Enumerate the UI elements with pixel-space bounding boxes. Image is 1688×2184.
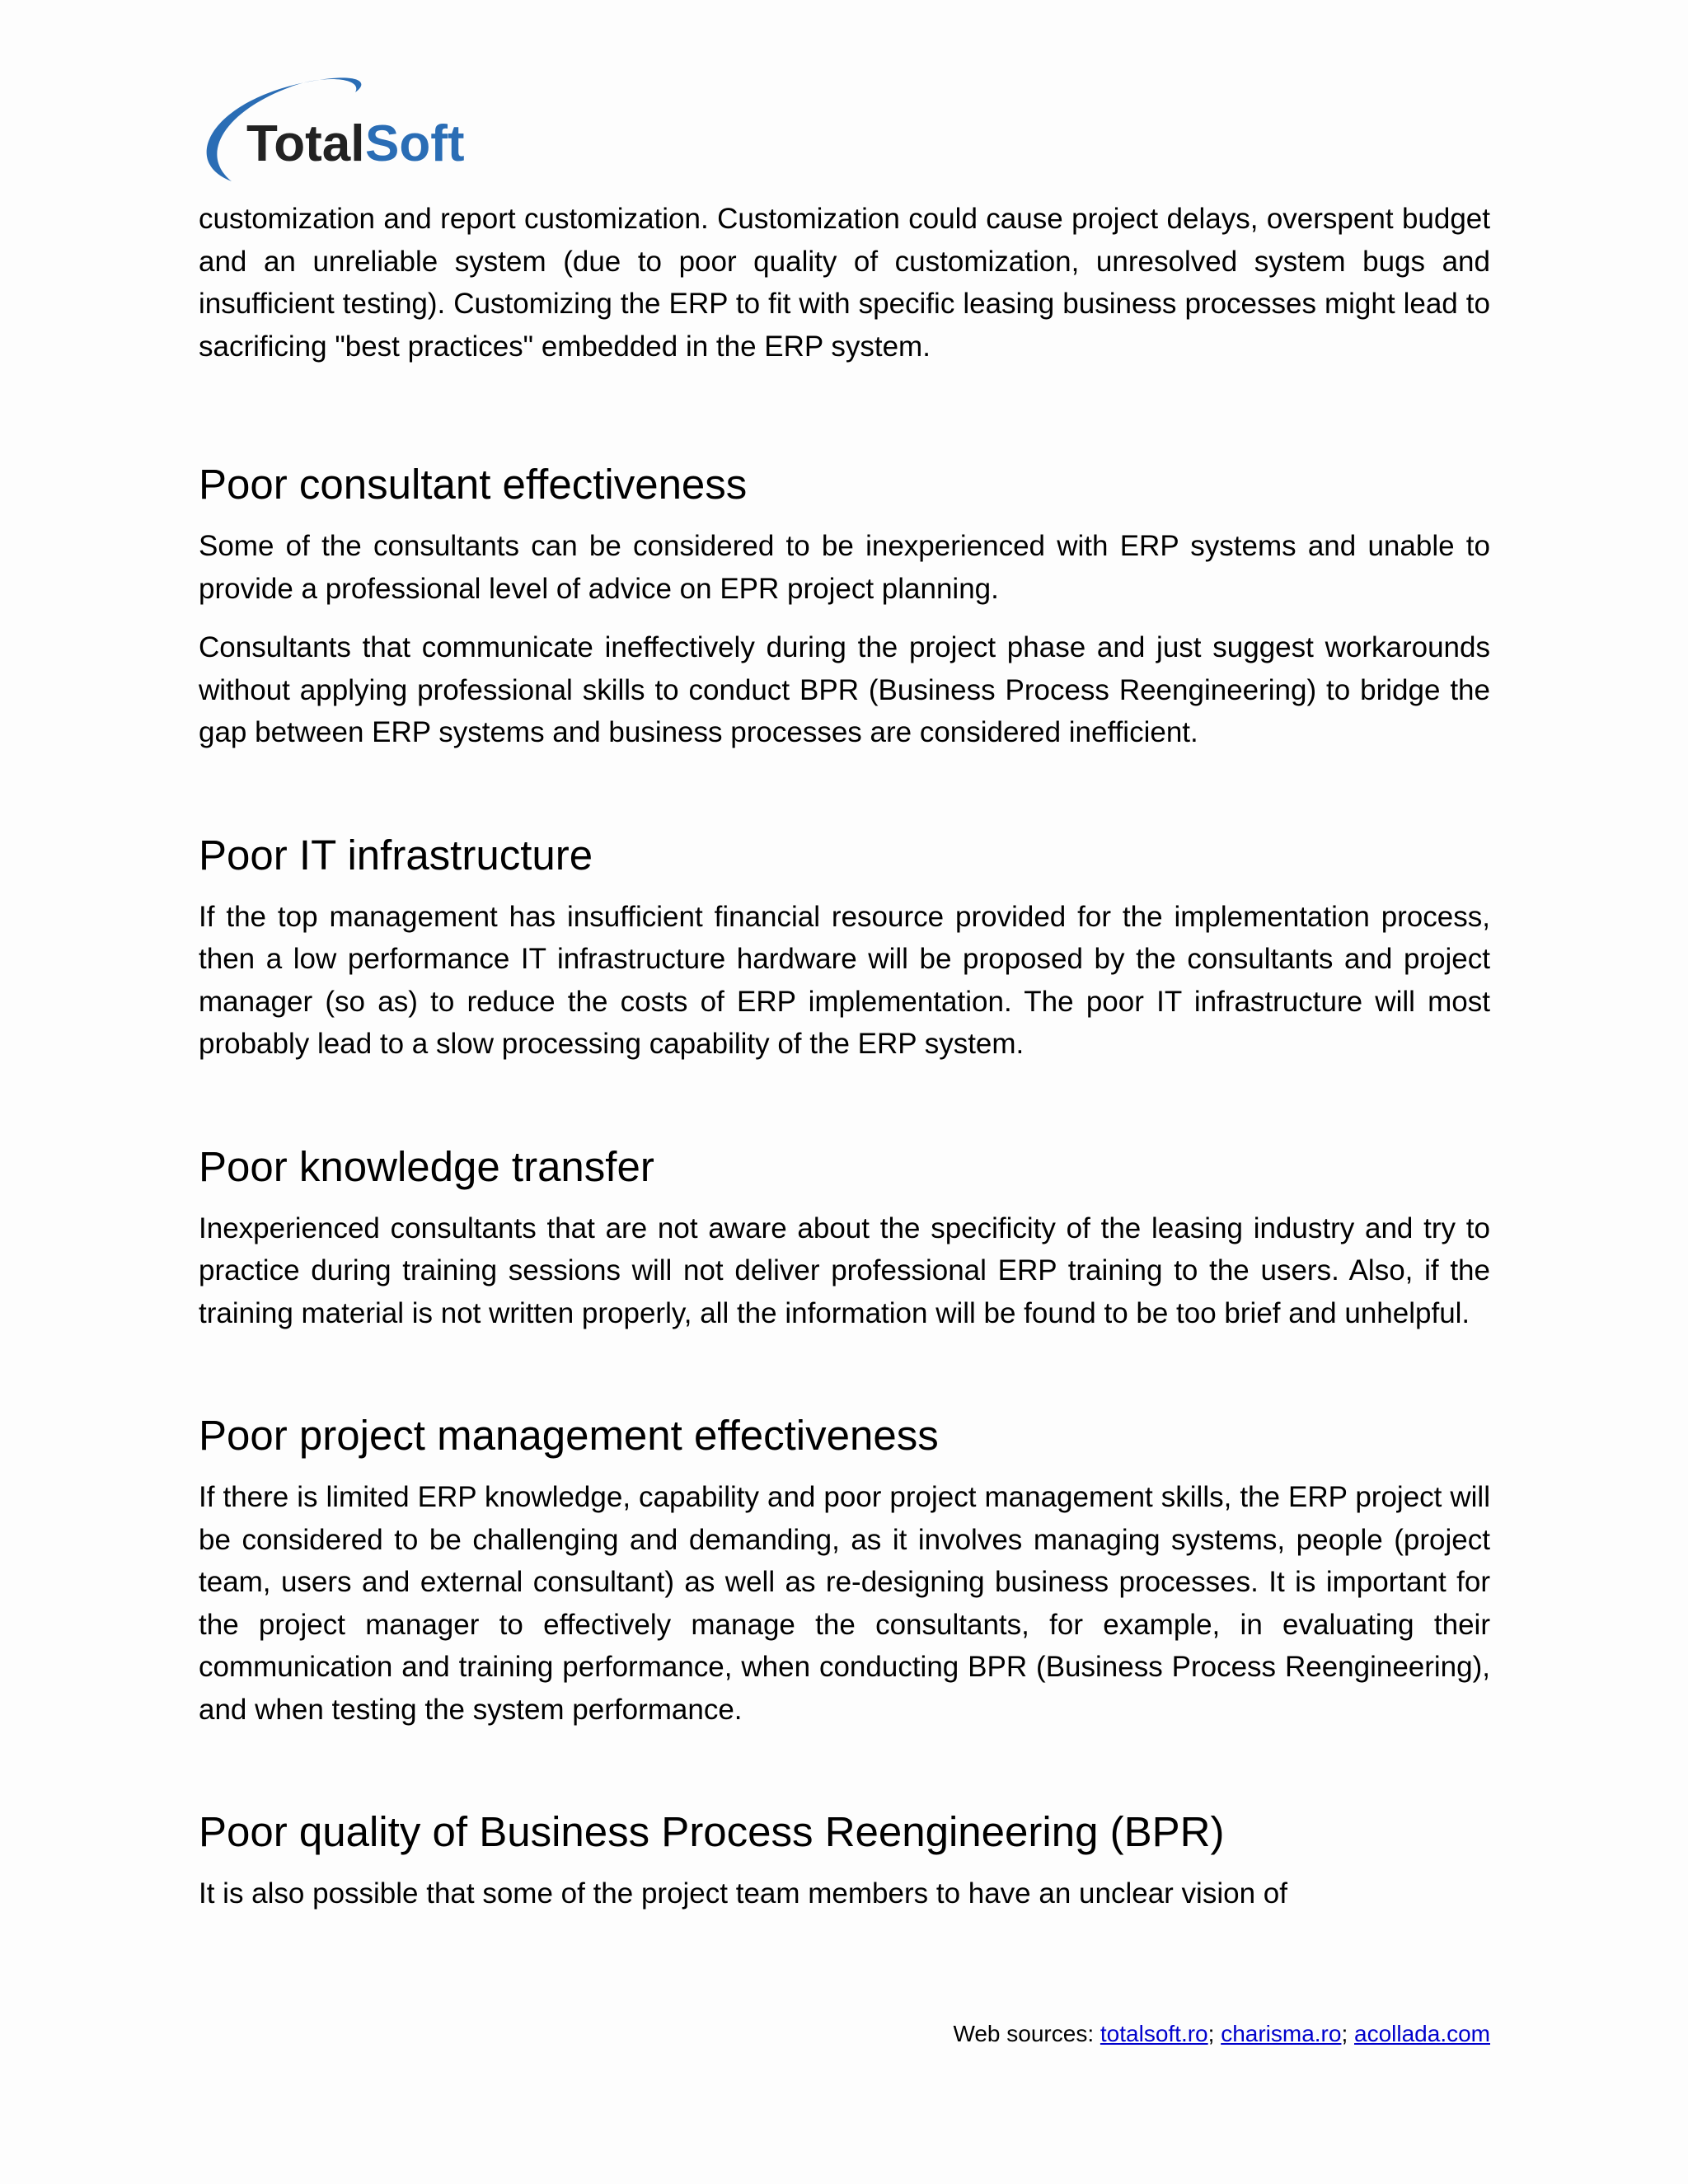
section-heading-consultant: Poor consultant effectiveness bbox=[199, 461, 748, 508]
document-body bbox=[199, 198, 1490, 1915]
logo-swoosh-icon bbox=[199, 73, 484, 185]
logo-text-soft: Soft bbox=[365, 115, 465, 172]
source-link-totalsoft[interactable]: totalsoft.ro bbox=[1100, 2021, 1208, 2046]
section-paragraph: It is also possible that some of the project team members to have an unclear vision of bbox=[199, 1877, 1287, 1910]
intro-paragraph: customization and report customization. Customization could cause project delays, overspent budget and an unreliable system (due to poor quality of customization, unresolved system bugs and insufficient testing). Customizing the ERP to fit with specific leasing business processes might lead to sacrificing "best practices" embedded in the ERP system. bbox=[199, 203, 1490, 363]
separator: ; bbox=[1207, 2021, 1221, 2046]
source-link-acollada[interactable]: acollada.com bbox=[1354, 2021, 1490, 2046]
section-heading-knowledge-transfer: Poor knowledge transfer bbox=[199, 1142, 654, 1190]
section-paragraph: If the top management has insufficient financial resource provided for the implementation process, then a low performance IT infrastructure hardware will be proposed by the consultants and project manager (so as) to reduce the costs of ERP implementation. The poor IT infrastructure will most probably lead to a slow processing capability of the ERP system. bbox=[199, 900, 1490, 1060]
totalsoft-logo bbox=[199, 73, 484, 185]
web-sources-label: Web sources: bbox=[953, 2021, 1100, 2046]
separator: ; bbox=[1341, 2021, 1355, 2046]
section-paragraph: Some of the consultants can be considered to be inexperienced with ERP systems and unable to provide a professional level of advice on EPR project planning. bbox=[199, 530, 1490, 605]
section-paragraph: Consultants that communicate ineffectively during the project phase and just suggest workarounds without applying professional skills to conduct BPR (Business Process Reengineering) to bridge the gap between ERP systems and business processes are considered inefficient. bbox=[199, 631, 1490, 748]
section-heading-it-infrastructure: Poor IT infrastructure bbox=[199, 831, 593, 879]
web-sources bbox=[953, 2018, 1490, 2050]
logo-text-total: Total bbox=[246, 115, 365, 172]
section-paragraph: If there is limited ERP knowledge, capability and poor project management skills, the ERP project will be considered to be challenging and demanding, as it involves managing systems, people (project team, users and external consultant) as well as re-designing business processes. It is important for the project manager to effectively manage the consultants, for example, in evaluating their communication and training performance, when conducting BPR (Business Process Reengineering), and when testing the system performance. bbox=[199, 1481, 1490, 1726]
section-paragraph: Inexperienced consultants that are not aware about the specificity of the leasing industry and try to practice during training sessions will not deliver professional ERP training to the users. Also, if the training material is not written properly, all the information will be found to be too brief and unhelpful. bbox=[199, 1212, 1490, 1329]
source-link-charisma[interactable]: charisma.ro bbox=[1221, 2021, 1342, 2046]
section-heading-bpr: Poor quality of Business Process Reengineering (BPR) bbox=[199, 1808, 1225, 1855]
section-heading-project-management: Poor project management effectiveness bbox=[199, 1412, 939, 1459]
